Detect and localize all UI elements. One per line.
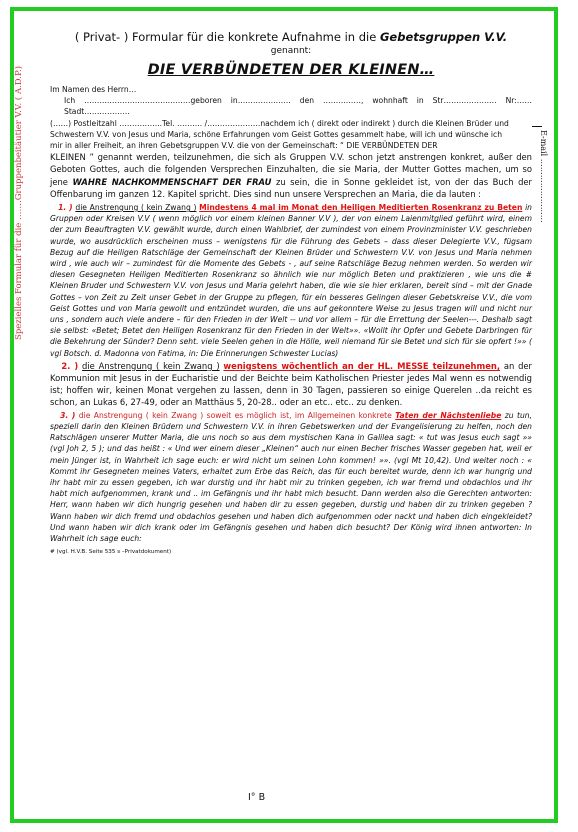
promise-3-number: 3. ) [60,410,76,420]
promise-3-lead: die Anstrengung ( kein Zwang ) soweit es möglich ist, im Allgemeinen konkrete [78,410,392,420]
promise-3-highlight: Taten der Nächstenliebe [395,410,502,420]
form-line-1: Ich ……………………………………geboren in………………… den ……………, wohnhaft in Str………………… Nr:…… Stadt……………… [64,96,532,117]
form-page [50,30,532,556]
title-emphasis: Gebetsgruppen V.V. [379,30,508,44]
form-line-2c: mir in aller Freiheit, an ihren Gebetsgruppen V.V. die von der Gemeinschaft: “ DIE VERBÜNDETEN DER [50,141,438,151]
promise-3-body: zu tun, speziell darin den Kleinen Brüdern und Schwestern V.V. in ihren Gebetswerken und der Evangelisierung zu helfen, noch den Ratschlägen unserer Mutter Maria, die uns noch so aus dem mystischen Kana in Galilea sagt: « tut was Jesus euch sagt »» (vgl Joh 2, 5 ); und das heißt : « Und wer einem dieser „Kleinen“ auch nur einen Becher frisches Wasser gegeben hat, weil er mein Jünger ist, in Wahrheit ich sage euch: er wird nicht um seinen Lohn kommen! »». (vgl Mt 10,42). Und weiter noch : « Kommt ihr Gesegneten meines Vaters, erhaltet zum Erbe das Reich, das für euch bereitet wurde, denn ich war hungrig und ihr habt mir zu essen gegeben, ich war durstig und ihr habt mir zu trinken gegeben, ich war fremd und obdachlos und ihr habt mich aufgenommen, krank und .. im Gefängnis und ihr habt mich besucht. Dann werden also die Gerechten antworten: Herr, wann haben wir dich hungrig gesehen und haben dir zu essen gegeben, durstig und haben dir zu trinken gegeben ? Wann haben wir dich fremd und obdachlos gesehen und haben dich aufgenommen oder nackt und haben dich eingekleidet? Und wann haben wir dich krank oder im Gefängnis gesehen und haben dich besucht? Der König wird ihnen antworten: In Wahrheit ich sage euch: [50,410,532,543]
promise-1-highlight: Mindestens 4 mal im Monat den Heiligen Meditierten Rosenkranz zu Beten [199,203,523,213]
promise-1-lead: die Anstrengung ( kein Zwang ) [75,203,197,213]
left-side-caption: Spezielles Formular für die …….Gruppenbeitäutier V.V. ( A.D.P.) [14,65,24,340]
main-heading: DIE VERBÜNDETEN DER KLEINEN… [147,62,435,78]
promise-2-lead: die Anstrengung ( kein Zwang ) [82,360,220,371]
form-title [50,30,532,45]
footnote: # (vgl. H.V.B. Seite 535 s –Privatdokument) [50,549,172,556]
promise-2 [50,360,532,409]
promise-1-body: in Gruppen oder Kreisen V.V ( wenn möglich vor einem kleinen Banner V.V ), der von einem Laienmitglied geführt wird, einem der zum Beauftragten V.V. gewählt wurde, durch einen Wahlbrief, der zumindest von einem Provinzminister V.V. geschrieben wurde, wo ausdrücklich erscheinen muss – wenigstens für die Führung des Gebets – dass dieser Delegierte V.V., fügsam Bezug auf die Heiligen Ratschläge der Gemeinschaft der Kleinen Brüder und Schwestern V.V. von Jesus und Maria nehmen wird , wie auch wir – zumindest für die Momente des Gebets - , auf seine Ratschläge Bezug nehmen werden. So werden wir diesen Gesegneten Heiligen Meditierten Rosenkranz so ähnlich wie nur möglich Beten und praktizieren , wie uns die # Kleinen Bruder und Schwestern V.V. von Jesus und Maria gelehrt haben, die wie sie hier erklaren, bereit sind – mit der Gnade Gottes – von Zeit zu Zeit unser Gebet in der Gruppe zu pflegen, für ein besseres Gelingen dieser Gebetskreise V.V., die vom Geist Gottes und von Maria gewollt und entzündet wurden, die uns auf gekonntere Weise zu Jesus tragen will und nicht nur uns , sondern auch viele andere – für den Frieden in der Welt -- und vor allem – für die Errettung der Seelen---. Deshalb sagt sie selbst: «Betet; Betet den Heiligen Rosenkranz für den Frieden in der Welt»». «Wollt ihr Opfer und Gebete Darbringen für die Bekehrung der Sünder? Denn seht. viele Seelen gehen in die Hölle, weil niemand für sie Betet und sich für sie opfert !»» ( vgl Botsch. d. Madonna von Fatima, in: Die Erinnerungen Schwester Lucias) [50,203,532,358]
title-prefix: ( Privat- ) Formular für die konkrete Aufnahme in die [74,30,377,44]
promise-2-body: an der Kommunion mit Jesus in der Eucharistie und der Beichte beim Katholischen Priester jedes Mal wenn es notwendig ist; hoffen wir, keinen Monat vergehen zu lassen, denn in 30 Tagen, passieren so einige Querelen ..da reicht es schon, an Lukas 6, 27-49, oder an Matthäus 5, 20-28.. oder an etc.. etc.. zu denken. [50,360,532,408]
form-line-2a: (……) Postleitzahl ……………..Tel. ………. /…………………nachdem ich ( direkt oder indirekt ) durch die Kleinen Brüder und [50,118,509,128]
paragraph-intro [50,151,532,200]
page-mark: I° B [248,792,266,803]
intro-text: KLEINEN ” genannt werden, teilzunehmen, die sich als Gruppen V.V. schon jetzt anstrengen konkret, außer den Geboten Gottes, auch die folgenden Versprechen Einzuhalten, die sie Maria, der Mutter Gottes machen, um so jene [50,152,532,187]
intro-line: Im Namen des Herrn… [50,85,137,94]
promise-1 [50,202,532,359]
right-side-email: E-mail …………………… [539,130,548,223]
form-line-2b: Schwestern V.V. von Jesus und Maria, schöne Erfahrungen vom Geist Gottes gesammelt habe, will ich und wünsche ich [50,129,503,139]
promise-1-number: 1. ) [58,203,73,213]
form-subtitle: genannt: [270,46,312,56]
promise-3 [50,410,532,544]
intro-emphasis: WAHRE NACHKOMMENSCHAFT DER FRAU [72,176,272,187]
promise-2-highlight: wenigstens wöchentlich an der HL. MESSE teilzunehmen, [223,360,501,371]
intro-end: zu sein, die in Sonne gekleidet ist, von der das Buch der Offenbarung im ganzen 12. Kapitel spricht. Dies sind nun unsere Versprechen an Maria, die da lauten : [50,176,532,199]
promise-2-number: 2. ) [61,360,79,371]
